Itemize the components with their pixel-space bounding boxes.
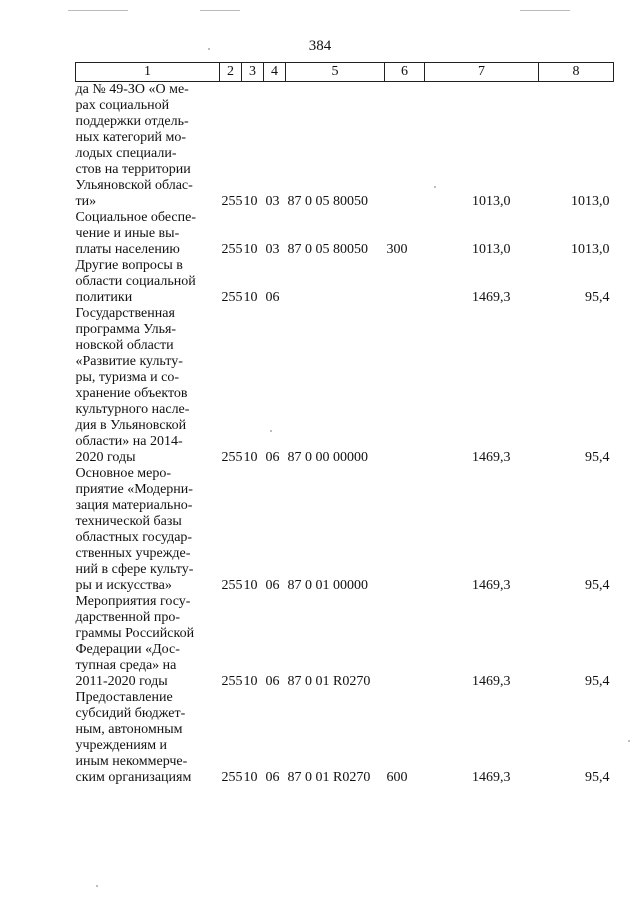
description-line: культурного насле- xyxy=(75,402,190,417)
cell-admin-code: 255 xyxy=(221,242,243,257)
description-line: ний в сфере культу- xyxy=(75,562,194,577)
cell-amount-total: 1013,0 xyxy=(472,194,511,209)
description-line: области» на 2014- xyxy=(75,434,183,449)
cell-amount-total: 1469,3 xyxy=(472,290,511,305)
description-line: ры, туризма и со- xyxy=(75,370,180,385)
description-line: хранение объектов xyxy=(75,386,188,401)
cell-subsection: 06 xyxy=(265,450,280,465)
description-line: 2011-2020 годы xyxy=(75,674,168,689)
column-header: 3 xyxy=(242,63,264,82)
cell-amount-total: 1469,3 xyxy=(472,578,511,593)
description-line: поддержки отдель- xyxy=(75,114,189,129)
description-line: Государственная xyxy=(75,306,175,321)
description-line: иным некоммерче- xyxy=(75,754,188,769)
description-line: чение и иные вы- xyxy=(75,226,180,241)
budget-table xyxy=(75,62,614,786)
description-line: граммы Российской xyxy=(75,626,195,641)
row-description xyxy=(76,306,220,466)
description-line: программа Улья- xyxy=(75,322,177,337)
column-header: 1 xyxy=(76,63,220,82)
column-header: 5 xyxy=(286,63,385,82)
description-line: ных категорий мо- xyxy=(75,130,187,145)
description-line: стов на территории xyxy=(75,162,191,177)
description-line: технической базы xyxy=(75,514,182,529)
cell-admin-code: 255 xyxy=(221,450,243,465)
cell-amount-total: 1469,3 xyxy=(472,674,511,689)
cell-target-article: 87 0 05 80050 xyxy=(287,242,368,257)
cell-admin-code: 255 xyxy=(221,674,243,689)
cell-admin-code: 255 xyxy=(221,770,243,785)
cell-subsection: 06 xyxy=(265,578,280,593)
table-row xyxy=(76,258,614,306)
cell-target-article: 87 0 05 80050 xyxy=(287,194,368,209)
cell-admin-code: 255 xyxy=(221,194,243,209)
description-line: платы населению xyxy=(75,242,180,257)
cell-target-article xyxy=(286,258,385,306)
table-body xyxy=(76,82,614,787)
cell-amount-funded: 1013,0 xyxy=(571,194,610,209)
description-line: Предоставление xyxy=(75,690,173,705)
row-description xyxy=(76,258,220,306)
scan-artifact-top-right xyxy=(520,10,570,11)
description-line: Основное меро- xyxy=(75,466,172,481)
description-line: ским организациям xyxy=(75,770,192,785)
cell-subsection: 06 xyxy=(265,674,280,689)
cell-expense-type: 300 xyxy=(386,242,408,257)
description-line: области социальной xyxy=(75,274,196,289)
cell-admin-code: 255 xyxy=(221,578,243,593)
cell-admin-code: 255 xyxy=(221,290,243,305)
scan-artifact-dot xyxy=(96,885,98,887)
table-row xyxy=(76,690,614,786)
description-line: учреждениям и xyxy=(75,738,168,753)
cell-section: 10 xyxy=(243,242,258,257)
cell-target-article: 87 0 01 R0270 xyxy=(287,674,371,689)
scan-artifact-dot xyxy=(628,740,630,742)
cell-section: 10 xyxy=(243,770,258,785)
cell-amount-funded: 95,4 xyxy=(585,674,610,689)
description-line: Другие вопросы в xyxy=(75,258,183,273)
cell-section: 10 xyxy=(243,194,258,209)
description-line: Мероприятия госу- xyxy=(75,594,191,609)
cell-section: 10 xyxy=(243,290,258,305)
column-header: 2 xyxy=(220,63,242,82)
cell-expense-type xyxy=(385,82,425,211)
cell-subsection: 06 xyxy=(265,770,280,785)
cell-expense-type xyxy=(385,466,425,594)
cell-subsection: 03 xyxy=(265,194,280,209)
description-line: лодых специали- xyxy=(75,146,177,161)
cell-amount-total: 1013,0 xyxy=(472,242,511,257)
description-line: «Развитие культу- xyxy=(75,354,183,369)
description-line: приятие «Модерни- xyxy=(75,482,193,497)
cell-expense-type xyxy=(385,594,425,690)
description-line: ственных учрежде- xyxy=(75,546,191,561)
cell-section: 10 xyxy=(243,674,258,689)
description-line: субсидий бюджет- xyxy=(75,706,186,721)
cell-amount-funded: 95,4 xyxy=(585,450,610,465)
description-line: 2020 годы xyxy=(75,450,136,465)
description-line: новской области xyxy=(75,338,174,353)
cell-amount-total: 1469,3 xyxy=(472,770,511,785)
cell-amount-funded: 95,4 xyxy=(585,770,610,785)
cell-section: 10 xyxy=(243,450,258,465)
cell-section: 10 xyxy=(243,578,258,593)
column-header: 4 xyxy=(264,63,286,82)
row-description xyxy=(76,82,220,211)
row-description xyxy=(76,210,220,258)
table-row xyxy=(76,82,614,211)
description-line: областных государ- xyxy=(75,530,193,545)
description-line: тупная среда» на xyxy=(75,658,177,673)
description-line: политики xyxy=(75,290,133,305)
cell-target-article: 87 0 00 00000 xyxy=(287,450,368,465)
description-line: да № 49-ЗО «О ме- xyxy=(75,82,189,97)
description-line: дарственной про- xyxy=(75,610,181,625)
description-line: Ульяновской облас- xyxy=(75,178,193,193)
column-header: 6 xyxy=(385,63,425,82)
table-row xyxy=(76,306,614,466)
row-description xyxy=(76,690,220,786)
column-header: 7 xyxy=(425,63,539,82)
scan-artifact-top-left xyxy=(68,10,128,11)
description-line: зация материально- xyxy=(75,498,193,513)
scan-artifact-top-mid xyxy=(200,10,240,11)
description-line: Федерации «Дос- xyxy=(75,642,180,657)
description-line: ти» xyxy=(75,194,97,209)
table-header-row xyxy=(76,63,614,82)
cell-subsection: 03 xyxy=(265,242,280,257)
description-line: дия в Ульяновской xyxy=(75,418,187,433)
description-line: ным, автономным xyxy=(75,722,183,737)
table-row xyxy=(76,466,614,594)
table-row xyxy=(76,594,614,690)
row-description xyxy=(76,594,220,690)
cell-amount-funded: 1013,0 xyxy=(571,242,610,257)
description-line: ры и искусства» xyxy=(75,578,172,593)
table-row xyxy=(76,210,614,258)
column-header: 8 xyxy=(539,63,614,82)
cell-amount-funded: 95,4 xyxy=(585,578,610,593)
cell-target-article: 87 0 01 00000 xyxy=(287,578,368,593)
cell-expense-type: 600 xyxy=(386,770,408,785)
cell-target-article: 87 0 01 R0270 xyxy=(287,770,371,785)
cell-subsection: 06 xyxy=(265,290,280,305)
description-line: Социальное обеспе- xyxy=(75,210,196,225)
cell-amount-funded: 95,4 xyxy=(585,290,610,305)
description-line: рах социальной xyxy=(75,98,170,113)
cell-amount-total: 1469,3 xyxy=(472,450,511,465)
cell-expense-type xyxy=(385,258,425,306)
cell-expense-type xyxy=(385,306,425,466)
page-number: 384 xyxy=(308,38,332,54)
row-description xyxy=(76,466,220,594)
